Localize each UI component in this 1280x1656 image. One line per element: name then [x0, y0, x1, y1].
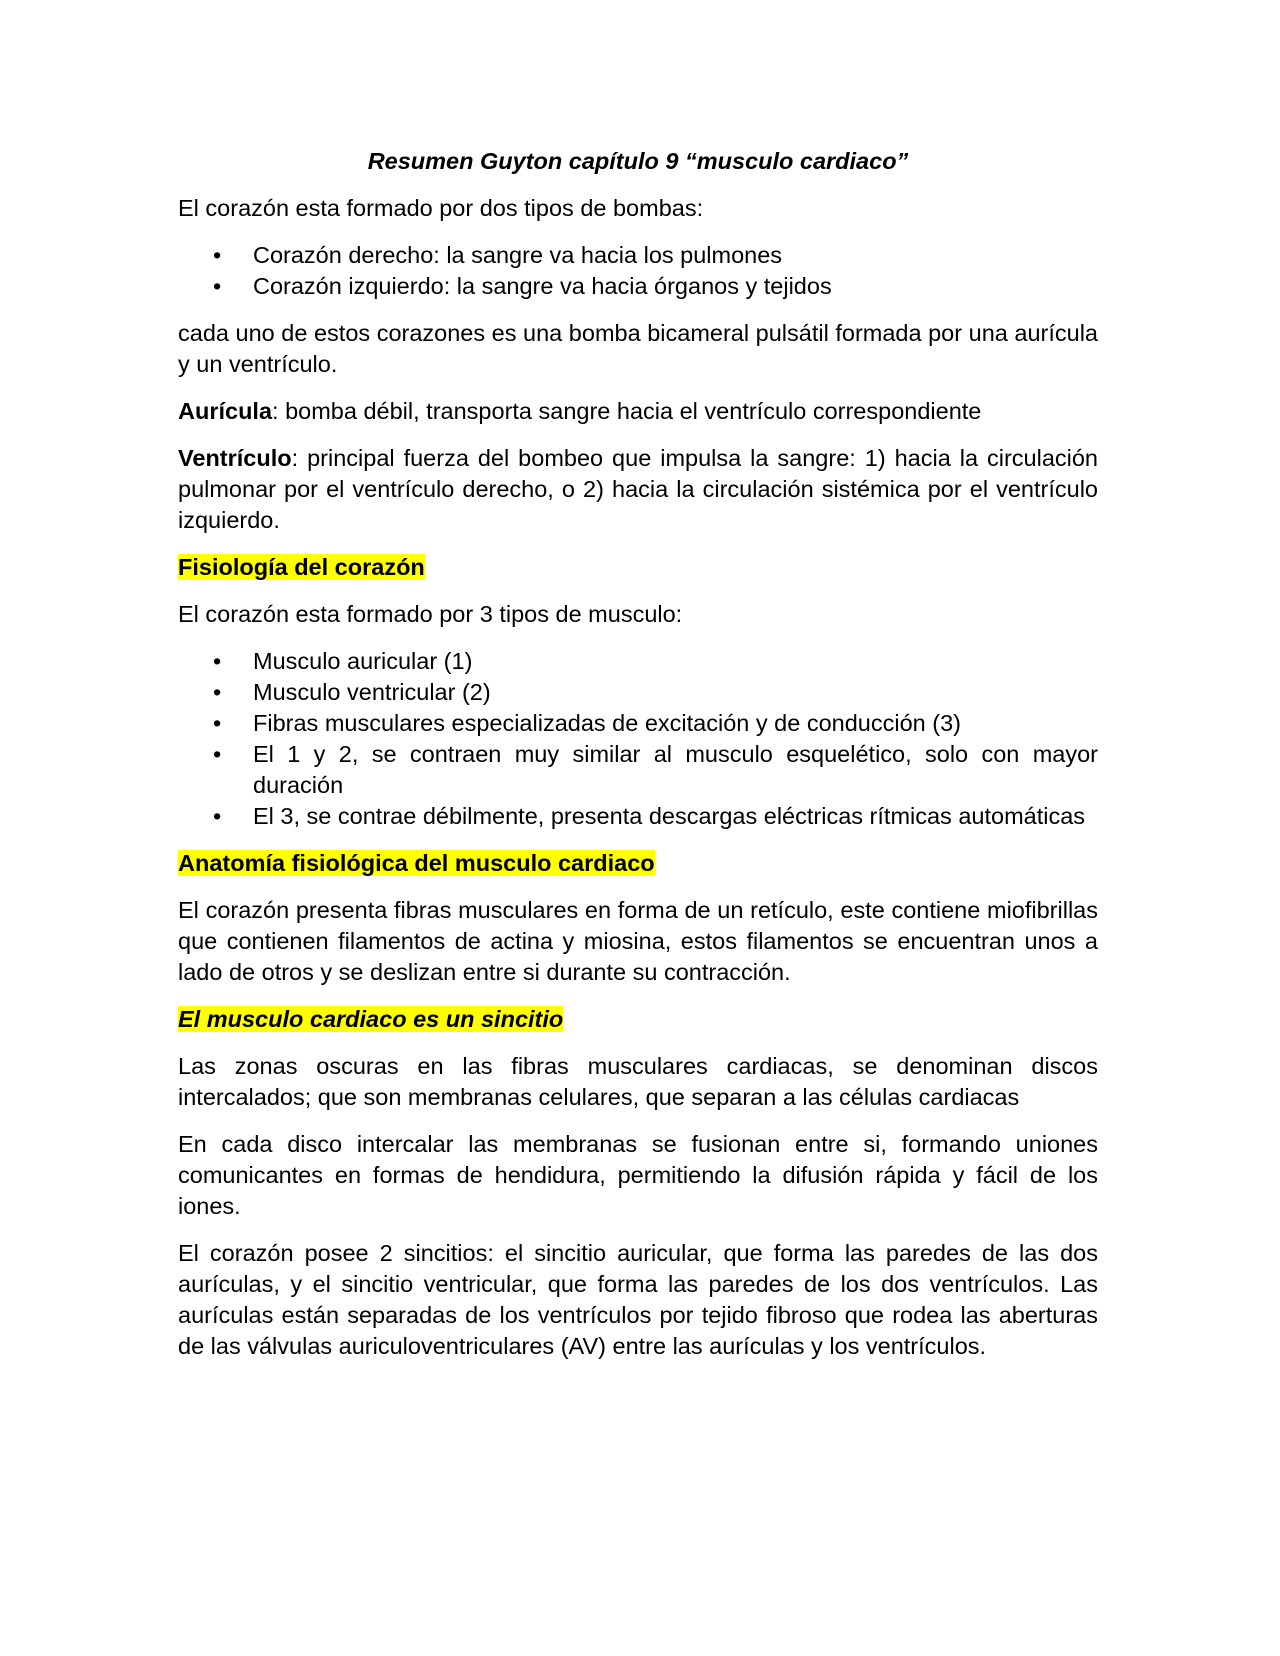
list-item-text: El 1 y 2, se contraen muy similar al musculo esquelético, solo con mayor duración — [253, 741, 1098, 798]
section3-paragraph: Las zonas oscuras en las fibras musculares cardiacas, se denominan discos intercalados; que son membranas celulares, que separan a las células cardiacas — [178, 1053, 1098, 1110]
list-item — [178, 677, 1098, 708]
document-title: Resumen Guyton capítulo 9 “musculo cardiaco” — [367, 148, 909, 174]
list-item — [178, 271, 1098, 302]
auricula-paragraph — [178, 396, 1098, 427]
section1-intro: El corazón esta formado por 3 tipos de musculo: — [178, 601, 683, 627]
list-item — [178, 646, 1098, 677]
bicameral-paragraph: cada uno de estos corazones es una bomba bicameral pulsátil formada por una aurícula y un ventrículo. — [178, 320, 1098, 377]
document-page — [178, 146, 1098, 1378]
list-item-text: Fibras musculares especializadas de excitación y de conducción (3) — [253, 710, 961, 736]
section3-paragraph: El corazón posee 2 sincitios: el sincitio auricular, que forma las paredes de las dos aurículas, y el sincitio ventricular, que forma las paredes de los dos ventrículos. Las aurículas están separadas de los ventrículos por tejido fibroso que rodea las aberturas de las válvulas auriculoventriculares (AV) entre las aurículas y los ventrículos. — [178, 1240, 1098, 1359]
bullet-icon: • — [213, 679, 222, 705]
highlighted-heading: Fisiología del corazón — [178, 554, 425, 580]
muscle-types-list — [178, 646, 1098, 832]
bullet-icon: • — [213, 273, 222, 299]
auricula-term: Aurícula — [178, 398, 273, 424]
section-heading-anatomia — [178, 848, 1098, 879]
list-item — [178, 708, 1098, 739]
section2-paragraph: El corazón presenta fibras musculares en forma de un retículo, este contiene miofibrillas que contienen filamentos de actina y miosina, estos filamentos se encuentran unos a lado de otros y se deslizan entre si durante su contracción. — [178, 897, 1098, 985]
bullet-icon: • — [213, 741, 222, 767]
section-heading-sincitio — [178, 1004, 1098, 1035]
list-item-text: Musculo ventricular (2) — [253, 679, 491, 705]
ventriculo-term: Ventrículo — [178, 445, 292, 471]
highlighted-heading: El musculo cardiaco es un sincitio — [178, 1006, 564, 1032]
list-item — [178, 739, 1098, 801]
list-item-text: Corazón izquierdo: la sangre va hacia órganos y tejidos — [253, 273, 832, 299]
bullet-icon: • — [213, 803, 222, 829]
section3-paragraph: En cada disco intercalar las membranas se fusionan entre si, formando uniones comunicantes en formas de hendidura, permitiendo la difusión rápida y fácil de los iones. — [178, 1131, 1098, 1219]
auricula-text: : bomba débil, transporta sangre hacia el ventrículo correspondiente — [272, 398, 982, 424]
bullet-icon: • — [213, 710, 222, 736]
list-item-text: Corazón derecho: la sangre va hacia los pulmones — [253, 242, 783, 268]
list-item — [178, 240, 1098, 271]
ventriculo-paragraph — [178, 443, 1098, 536]
bullet-icon: • — [213, 242, 222, 268]
pumps-list — [178, 240, 1098, 302]
intro-paragraph: El corazón esta formado por dos tipos de bombas: — [178, 195, 704, 221]
list-item-text: Musculo auricular (1) — [253, 648, 473, 674]
list-item-text: El 3, se contrae débilmente, presenta descargas eléctricas rítmicas automáticas — [253, 803, 1086, 829]
bullet-icon: • — [213, 648, 222, 674]
highlighted-heading: Anatomía fisiológica del musculo cardiaco — [178, 850, 655, 876]
section-heading-fisiologia — [178, 552, 1098, 583]
list-item — [178, 801, 1098, 832]
ventriculo-text: : principal fuerza del bombeo que impulsa la sangre: 1) hacia la circulación pulmonar por el ventrículo derecho, o 2) hacia la circulación sistémica por el ventrículo izquierdo. — [178, 445, 1098, 533]
